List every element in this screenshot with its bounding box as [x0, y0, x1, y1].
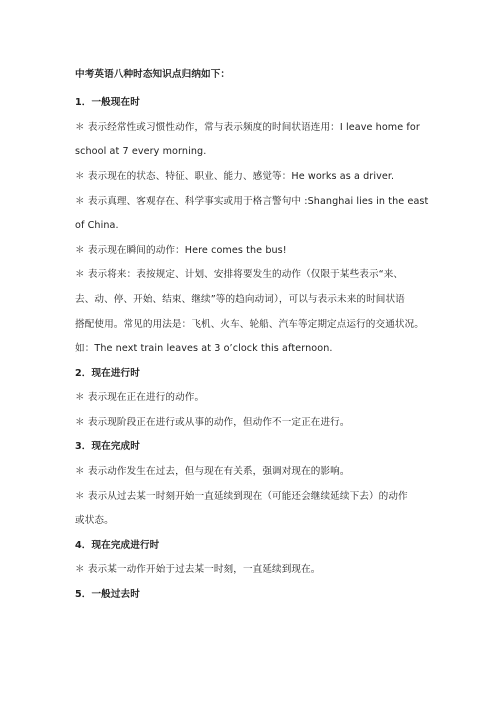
- section-heading: 4．现在完成进行时: [75, 540, 160, 551]
- paragraph-line: 如：The next train leaves at 3 o’clock this afternoon.: [75, 343, 333, 354]
- document-title: 中考英语八种时态知识点归纳如下：: [75, 69, 231, 80]
- paragraph-line: ＊ 表示真理、客观存在、科学事实或用于格言警句中 :Shanghai lies in the east: [75, 196, 429, 207]
- paragraph-line: ＊ 表示现在的状态、特征、职业、能力、感觉等：He works as a driver.: [75, 171, 395, 182]
- section-heading: 2．现在进行时: [75, 368, 140, 379]
- section-heading: 5．一般过去时: [75, 589, 140, 600]
- paragraph-line: ＊ 表示将来：表按规定、计划、安排将要发生的动作（仅限于某些表示“来、: [75, 269, 404, 280]
- paragraph-line: school at 7 every morning.: [75, 146, 207, 157]
- paragraph-line: 或状态。: [75, 515, 114, 526]
- paragraph-line: ＊ 表示从过去某一时刻开始一直延续到现在（可能还会继续延续下去）的动作: [75, 491, 408, 502]
- section-heading: 3．现在完成时: [75, 441, 140, 452]
- paragraph-line: ＊ 表示某一动作开始于过去某一时刻，一直延续到现在。: [75, 564, 321, 575]
- paragraph-line: ＊ 表示经常性或习惯性动作，常与表示频度的时间状语连用：I leave home for: [75, 122, 420, 133]
- paragraph-line: 搭配使用。常见的用法是：飞机、火车、轮船、汽车等定期定点运行的交通状况。: [75, 319, 424, 330]
- paragraph-line: 去、动、停、开始、结束、继续”等的趋向动词），可以与表示未来的时间状语: [75, 294, 405, 305]
- paragraph-line: ＊ 表示现阶段正在进行或从事的动作，但动作不一定正在进行。: [75, 417, 350, 428]
- paragraph-line: ＊ 表示现在瞬间的动作：Here comes the bus!: [75, 245, 287, 256]
- paragraph-line: ＊ 表示现在正在进行的动作。: [75, 392, 205, 403]
- paragraph-line: ＊ 表示动作发生在过去，但与现在有关系，强调对现在的影响。: [75, 466, 350, 477]
- paragraph-line: of China.: [75, 220, 119, 231]
- section-heading: 1．一般现在时: [75, 97, 140, 108]
